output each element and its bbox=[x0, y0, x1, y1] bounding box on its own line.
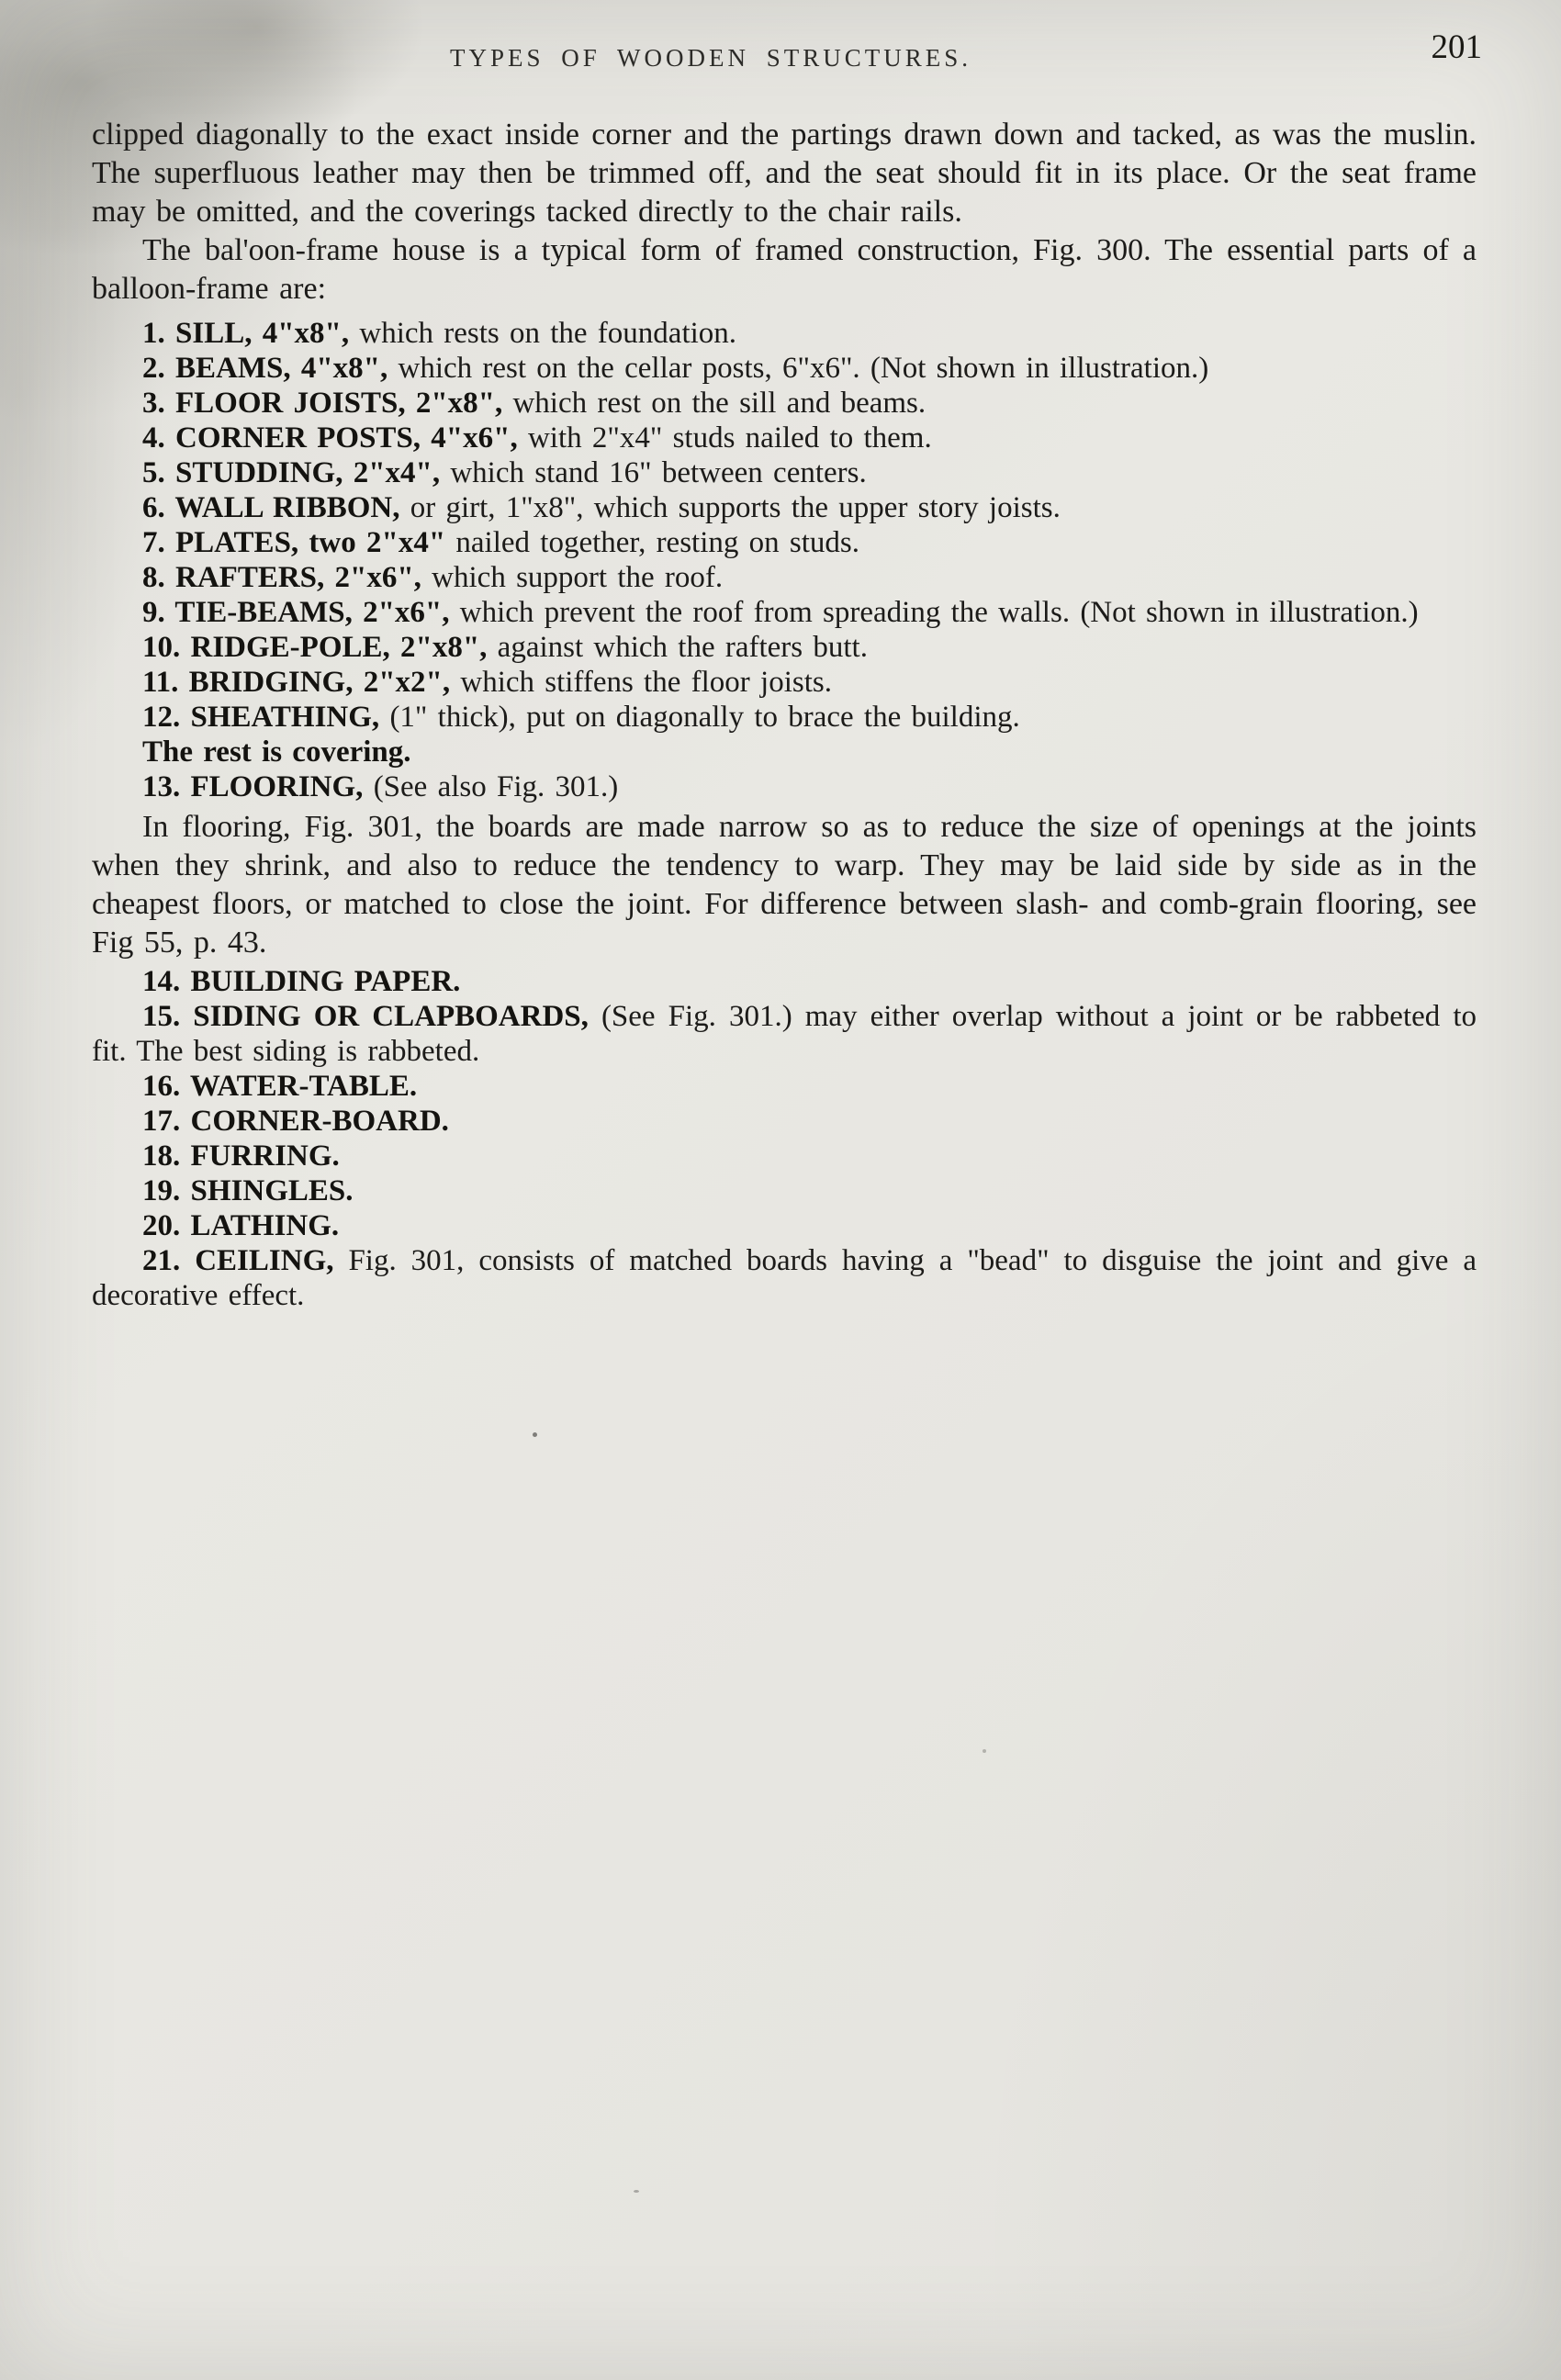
list-item-studding bbox=[92, 455, 1477, 490]
list-item-text: (1" thick), put on diagonally to brace the building. bbox=[379, 701, 1020, 734]
list-item-bridging bbox=[92, 665, 1477, 700]
list-item-term: 20. LATHING. bbox=[142, 1209, 340, 1242]
list-item-term: 8. RAFTERS, 2"x6", bbox=[142, 561, 421, 594]
paragraph-flooring: In flooring, Fig. 301, the boards are made narrow so as to reduce the size of openings at the joints when they shrink, and also to reduce the tendency to warp. They may be laid side by side as in the cheapest floors, or matched to close the joint. For difference between slash- and comb-grain flooring, see Fig 55, p. 43. bbox=[92, 810, 1477, 960]
list-item-text: which rest on the sill and beams. bbox=[502, 387, 926, 420]
list-item-term: 4. CORNER POSTS, 4"x6", bbox=[142, 421, 518, 455]
scan-speck bbox=[634, 2190, 639, 2193]
list-item-term: 17. CORNER-BOARD. bbox=[142, 1105, 449, 1138]
list-item-text: which stand 16" between centers. bbox=[440, 456, 867, 489]
list-item-furring bbox=[92, 1139, 1477, 1173]
list-note-covering bbox=[92, 735, 1477, 769]
list-item-term: 15. SIDING OR CLAPBOARDS, bbox=[142, 1000, 589, 1033]
list-item-term: 1. SILL, 4"x8", bbox=[142, 317, 350, 350]
balloon-frame-parts-list bbox=[92, 316, 1477, 804]
list-item-plates bbox=[92, 525, 1477, 560]
list-item-ceiling bbox=[92, 1243, 1477, 1313]
list-item-term: 19. SHINGLES. bbox=[142, 1174, 354, 1207]
page-header bbox=[92, 28, 1482, 84]
list-item-text: or girt, 1"x8", which supports the upper story joists. bbox=[399, 491, 1061, 524]
list-item-text: which rests on the foundation. bbox=[349, 317, 737, 350]
list-item-text: which stiffens the floor joists. bbox=[450, 666, 832, 699]
list-item-text: with 2"x4" studs nailed to them. bbox=[517, 421, 932, 455]
list-item-term: The rest is covering. bbox=[142, 735, 411, 769]
page-content bbox=[92, 28, 1482, 1317]
list-item-text: nailed together, resting on studs. bbox=[445, 526, 859, 559]
page-number: 201 bbox=[1431, 28, 1482, 66]
running-header-title: TYPES OF WOODEN STRUCTURES. bbox=[449, 44, 972, 72]
list-item-term: 9. TIE-BEAMS, 2"x6", bbox=[142, 596, 450, 629]
list-item-term: 11. BRIDGING, 2"x2", bbox=[142, 666, 451, 699]
list-item-term: 10. RIDGE-POLE, 2"x8", bbox=[142, 631, 488, 664]
list-item-term: 18. FURRING. bbox=[142, 1139, 340, 1173]
list-item-text: against which the rafters butt. bbox=[487, 631, 868, 664]
list-item-text: (See Fig. 301.) may either overlap without a joint or be rabbeted to fit. The best siding is rabbeted. bbox=[92, 1000, 1477, 1068]
list-item-lathing bbox=[92, 1208, 1477, 1243]
list-item-term: 5. STUDDING, 2"x4", bbox=[142, 456, 441, 489]
scan-speck bbox=[983, 1749, 986, 1753]
list-item-building-paper bbox=[92, 964, 1477, 999]
list-item-text: which rest on the cellar posts, 6"x6". (Not shown in illustration.) bbox=[387, 352, 1209, 385]
list-item-rafters bbox=[92, 560, 1477, 595]
list-item-text: which prevent the roof from spreading the walls. (Not shown in illustration.) bbox=[449, 596, 1419, 629]
list-item-sheathing bbox=[92, 700, 1477, 735]
list-item-floor-joists bbox=[92, 386, 1477, 421]
list-item-tie-beams bbox=[92, 595, 1477, 630]
list-item-water-table bbox=[92, 1069, 1477, 1104]
list-item-term: 21. CEILING, bbox=[142, 1244, 334, 1277]
list-item-flooring bbox=[92, 769, 1477, 804]
list-item-text: which support the roof. bbox=[421, 561, 724, 594]
list-item-ridge-pole bbox=[92, 630, 1477, 665]
paragraph-intro: The bal'oon-frame house is a typical form of framed construction, Fig. 300. The essential parts of a balloon-frame are: bbox=[92, 233, 1477, 306]
list-item-corner-board bbox=[92, 1104, 1477, 1139]
list-item-sill bbox=[92, 316, 1477, 351]
scan-speck bbox=[533, 1432, 537, 1437]
list-item-text: Fig. 301, consists of matched boards having a "bead" to disguise the joint and give a decorative effect. bbox=[92, 1244, 1477, 1312]
list-item-term: 3. FLOOR JOISTS, 2"x8", bbox=[142, 387, 503, 420]
list-item-wall-ribbon bbox=[92, 490, 1477, 525]
paragraph-continuation: clipped diagonally to the exact inside corner and the partings drawn down and tacked, as was the muslin. The superfluous leather may then be trimmed off, and the seat should fit in its place. Or the seat frame may be omitted, and the coverings tacked directly to the chair rails. bbox=[92, 118, 1477, 229]
list-item-beams bbox=[92, 351, 1477, 386]
list-item-corner-posts bbox=[92, 421, 1477, 455]
list-item-siding bbox=[92, 999, 1477, 1069]
list-item-term: 14. BUILDING PAPER. bbox=[142, 965, 461, 998]
list-item-shingles bbox=[92, 1173, 1477, 1208]
list-item-text: (See also Fig. 301.) bbox=[363, 770, 619, 803]
list-item-term: 2. BEAMS, 4"x8", bbox=[142, 352, 388, 385]
list-item-term: 12. SHEATHING, bbox=[142, 701, 380, 734]
list-item-term: 13. FLOORING, bbox=[142, 770, 364, 803]
list-item-term: 16. WATER-TABLE. bbox=[142, 1070, 418, 1103]
covering-parts-list bbox=[92, 964, 1477, 1313]
list-item-term: 6. WALL RIBBON, bbox=[142, 491, 400, 524]
list-item-term: 7. PLATES, two 2"x4" bbox=[142, 526, 446, 559]
